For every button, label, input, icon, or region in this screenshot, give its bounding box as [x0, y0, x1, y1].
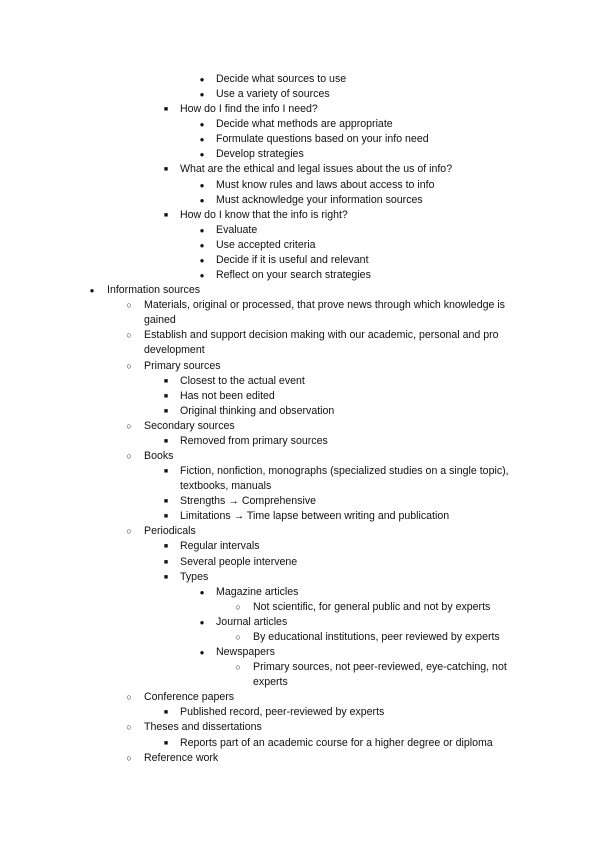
square-bullet-icon: ■	[163, 437, 169, 445]
list-item-text: Must acknowledge your information sources	[216, 193, 423, 206]
list-item	[0, 283, 600, 298]
list-item	[0, 102, 600, 117]
list-item-text: Establish and support decision making with our academic, personal and pro	[144, 329, 499, 342]
circle-bullet-icon: ○	[126, 752, 132, 763]
disc-bullet-icon: ●	[199, 240, 205, 250]
circle-bullet-icon: ○	[126, 722, 132, 733]
list-item	[0, 690, 600, 705]
list-item	[0, 555, 600, 570]
square-bullet-icon: ■	[163, 211, 169, 219]
list-item-text: Fiction, nonfiction, monographs (specialized studies on a single topic),	[180, 465, 509, 478]
disc-bullet-icon: ●	[199, 617, 205, 627]
list-item	[0, 539, 600, 554]
list-item-text: Evaluate	[216, 223, 258, 236]
list-item	[0, 615, 600, 630]
list-item-text: Books	[144, 450, 174, 462]
square-bullet-icon: ■	[163, 392, 169, 400]
list-item-text: textbooks, manuals	[180, 480, 272, 493]
list-item-text: Reflect on your search strategies	[216, 269, 371, 282]
list-item	[0, 585, 600, 600]
list-item	[0, 660, 600, 675]
list-item-text: Has not been edited	[180, 389, 275, 402]
list-item-text: Reference work	[144, 751, 219, 764]
square-bullet-icon: ■	[163, 573, 169, 581]
list-item	[0, 600, 600, 615]
list-item-text: Magazine articles	[216, 585, 299, 598]
disc-bullet-icon: ●	[199, 648, 205, 658]
list-item-text: Not scientific, for general public and not by experts	[253, 600, 491, 613]
list-item	[0, 72, 600, 87]
square-bullet-icon: ■	[163, 106, 169, 114]
circle-bullet-icon: ○	[235, 631, 241, 642]
list-item-text: By educational institutions, peer reviewed by experts	[253, 630, 500, 643]
list-item-text: Several people intervene	[180, 555, 298, 568]
list-item	[0, 751, 600, 766]
list-item	[0, 147, 600, 162]
list-item-text: Decide what sources to use	[216, 73, 347, 85]
list-item-text: Theses and dissertations	[144, 721, 262, 734]
list-item-text: Develop strategies	[216, 148, 304, 161]
circle-bullet-icon: ○	[126, 420, 132, 431]
disc-bullet-icon: ●	[199, 255, 205, 265]
list-item	[0, 645, 600, 660]
list-item-text: Primary sources, not peer-reviewed, eye-catching, not	[253, 661, 507, 674]
disc-bullet-icon: ●	[199, 587, 205, 597]
list-item-text: Original thinking and observation	[180, 404, 335, 417]
list-item-text: Journal articles	[216, 615, 288, 628]
circle-bullet-icon: ○	[126, 300, 132, 311]
list-item	[0, 223, 600, 238]
list-item	[0, 720, 600, 735]
list-item-text: Types	[180, 570, 209, 583]
list-item	[0, 162, 600, 177]
list-item	[0, 736, 600, 751]
list-item-text: development	[144, 344, 205, 357]
list-item-text: Use accepted criteria	[216, 238, 316, 251]
circle-bullet-icon: ○	[235, 601, 241, 612]
list-item	[0, 193, 600, 208]
circle-bullet-icon: ○	[126, 330, 132, 341]
list-item-text: Use a variety of sources	[216, 88, 330, 101]
disc-bullet-icon: ●	[199, 135, 205, 145]
list-item-text: Primary sources	[144, 359, 221, 372]
square-bullet-icon: ■	[163, 468, 169, 476]
list-item	[0, 509, 600, 524]
circle-bullet-icon: ○	[235, 662, 241, 673]
list-item-text: What are the ethical and legal issues about the us of info?	[180, 163, 453, 176]
list-item-text: Published record, peer-reviewed by experts	[180, 706, 385, 719]
list-item	[0, 630, 600, 645]
list-item	[0, 705, 600, 720]
disc-bullet-icon: ●	[199, 150, 205, 160]
list-item-text: Information sources	[107, 284, 201, 297]
list-item-text: Decide if it is useful and relevant	[216, 253, 369, 266]
square-bullet-icon: ■	[163, 739, 169, 747]
list-item-text: How do I find the info I need?	[180, 103, 318, 116]
square-bullet-icon: ■	[163, 407, 169, 415]
disc-bullet-icon: ●	[199, 271, 205, 281]
list-item	[0, 298, 600, 313]
square-bullet-icon: ■	[163, 543, 169, 551]
list-item-text: Secondary sources	[144, 419, 235, 432]
square-bullet-icon: ■	[163, 558, 169, 566]
list-item-text: Removed from primary sources	[180, 434, 328, 447]
list-item	[0, 328, 600, 343]
square-bullet-icon: ■	[163, 166, 169, 174]
list-item-text: Periodicals	[144, 525, 196, 538]
circle-bullet-icon: ○	[126, 451, 132, 461]
list-item-text: Formulate questions based on your info need	[216, 133, 429, 146]
list-item-continuation	[0, 479, 600, 494]
list-item-text: How do I know that the info is right?	[180, 208, 348, 221]
disc-bullet-icon: ●	[199, 120, 205, 130]
list-item-continuation	[0, 313, 600, 328]
list-item	[0, 253, 600, 268]
list-item-text: Conference papers	[144, 691, 235, 704]
circle-bullet-icon: ○	[126, 692, 132, 703]
list-item	[0, 464, 600, 479]
disc-bullet-icon: ●	[89, 286, 95, 296]
disc-bullet-icon: ●	[199, 90, 205, 100]
list-item	[0, 238, 600, 253]
list-item	[0, 404, 600, 419]
square-bullet-icon: ■	[163, 709, 169, 717]
circle-bullet-icon: ○	[126, 526, 132, 537]
list-item	[0, 117, 600, 132]
list-item-text: experts	[253, 676, 288, 689]
list-item	[0, 524, 600, 539]
list-item-continuation	[0, 343, 600, 358]
list-item	[0, 419, 600, 434]
list-item-text: Must know rules and laws about access to info	[216, 178, 435, 191]
list-item	[0, 374, 600, 389]
list-item	[0, 449, 600, 464]
list-item	[0, 494, 600, 509]
list-item	[0, 434, 600, 449]
list-item	[0, 268, 600, 283]
square-bullet-icon: ■	[163, 513, 169, 521]
list-item-text: Closest to the actual event	[180, 374, 305, 387]
list-item	[0, 178, 600, 193]
list-item	[0, 389, 600, 404]
list-item	[0, 132, 600, 147]
disc-bullet-icon: ●	[199, 195, 205, 205]
circle-bullet-icon: ○	[126, 360, 132, 371]
disc-bullet-icon: ●	[199, 225, 205, 235]
list-item-text: Reports part of an academic course for a higher degree or diploma	[180, 736, 493, 749]
list-item-text: gained	[144, 314, 176, 327]
list-item	[0, 570, 600, 585]
square-bullet-icon: ■	[163, 377, 169, 385]
list-item	[0, 208, 600, 223]
list-item-text: Newspapers	[216, 646, 275, 659]
list-item	[0, 359, 600, 374]
list-item-continuation	[0, 675, 600, 690]
list-item-text: Decide what methods are appropriate	[216, 118, 393, 131]
list-item	[0, 87, 600, 102]
disc-bullet-icon: ●	[199, 75, 205, 84]
list-item-text: Limitations → Time lapse between writing and publication	[180, 510, 450, 523]
list-item-text: Regular intervals	[180, 540, 260, 553]
disc-bullet-icon: ●	[199, 180, 205, 190]
list-item-text: Strengths → Comprehensive	[180, 495, 317, 508]
square-bullet-icon: ■	[163, 498, 169, 506]
list-item-text: Materials, original or processed, that prove news through which knowledge is	[144, 299, 505, 312]
